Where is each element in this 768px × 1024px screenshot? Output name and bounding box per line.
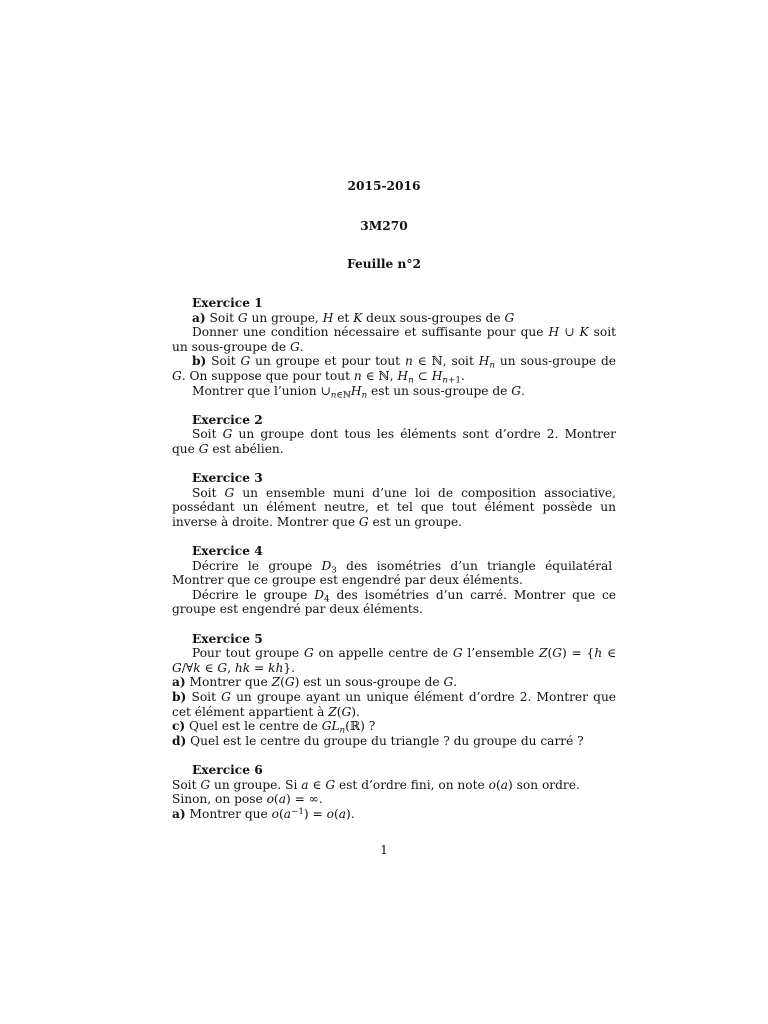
exercise-line: Décrire le groupe $D_4$ des isométries d’un carré. Montrer que ce groupe est engendré par deux éléments.: [172, 587, 616, 617]
exercise-line: a) Soit G un groupe, H et K deux sous-groupes de G: [192, 310, 515, 325]
exercise-line: a) Montrer que Z(G) est un sous-groupe de G.: [172, 675, 458, 690]
exercise-line: Soit G un ensemble muni d’une loi de composition associative, possédant un élément neutre, et tel que tout élément possède un inverse à droite. Montrer que G est un groupe.: [172, 485, 616, 529]
exercise-line: Donner une condition nécessaire et suffisante pour que H ∪ K soit un sous-groupe de G.: [172, 325, 616, 354]
course-code-heading: 3M270: [360, 219, 408, 233]
exercise-title: Exercice 4: [192, 544, 263, 559]
sheet-title: Feuille n°2: [347, 257, 421, 271]
exercise-line: Soit G un groupe dont tous les éléments sont d’ordre 2. Montrer que G est abélien.: [172, 427, 616, 456]
exercise-line: b) Soit G un groupe et pour tout n ∈ ℕ, soit $H_n$ un sous-groupe de G. On suppose que pour tout n ∈ ℕ, $H_n$ ⊂ $H_{n+1}$.: [172, 354, 617, 386]
exercise-line: Sinon, on pose o(a) = ∞.: [172, 792, 323, 807]
exercise-list: [172, 296, 616, 836]
exercise-line: a) Montrer que $o(a^{-1}) = o(a)$.: [172, 806, 355, 821]
exercise-line: b) Soit G un groupe ayant un unique élément d’ordre 2. Montrer que cet élément appartient à Z(G).: [172, 690, 617, 719]
exercise-line: Montrer que l’union $\cup_{n\in ℕ}H_n$ est un sous-groupe de G.: [192, 383, 525, 401]
exercise-title: Exercice 6: [192, 763, 263, 777]
exercise-title: Exercice 1: [192, 296, 263, 310]
exercise-5: [172, 632, 616, 749]
exercise-title: Exercice 3: [192, 471, 263, 486]
exercise-title: Exercice 2: [192, 412, 263, 427]
exercise-line: c) Quel est le centre de $GL_n(ℝ)$ ?: [172, 719, 376, 736]
exercise-2: [172, 413, 616, 457]
exercise-line: Décrire le groupe $D_3$ des isométries d’un triangle équilatéral Montrer que ce groupe est engendré par deux éléments.: [172, 558, 616, 588]
exercise-6: [172, 763, 616, 821]
exercise-1: [172, 296, 617, 401]
exercise-title: Exercice 5: [192, 631, 263, 646]
exercise-line: d) Quel est le centre du groupe du triangle ? du groupe du carré ?: [172, 733, 584, 748]
exercise-line: Soit G un groupe. Si a ∈ G est d’ordre fini, on note o(a) son ordre.: [172, 777, 580, 792]
year-heading: 2015-2016: [347, 179, 421, 193]
exercise-line: Pour tout groupe G on appelle centre de G l’ensemble Z(G) = {h ∈ G/∀k ∈ G, hk = kh}.: [172, 646, 616, 675]
exercise-4: [172, 544, 616, 617]
exercise-3: [172, 471, 616, 529]
page-number: 1: [380, 843, 388, 857]
